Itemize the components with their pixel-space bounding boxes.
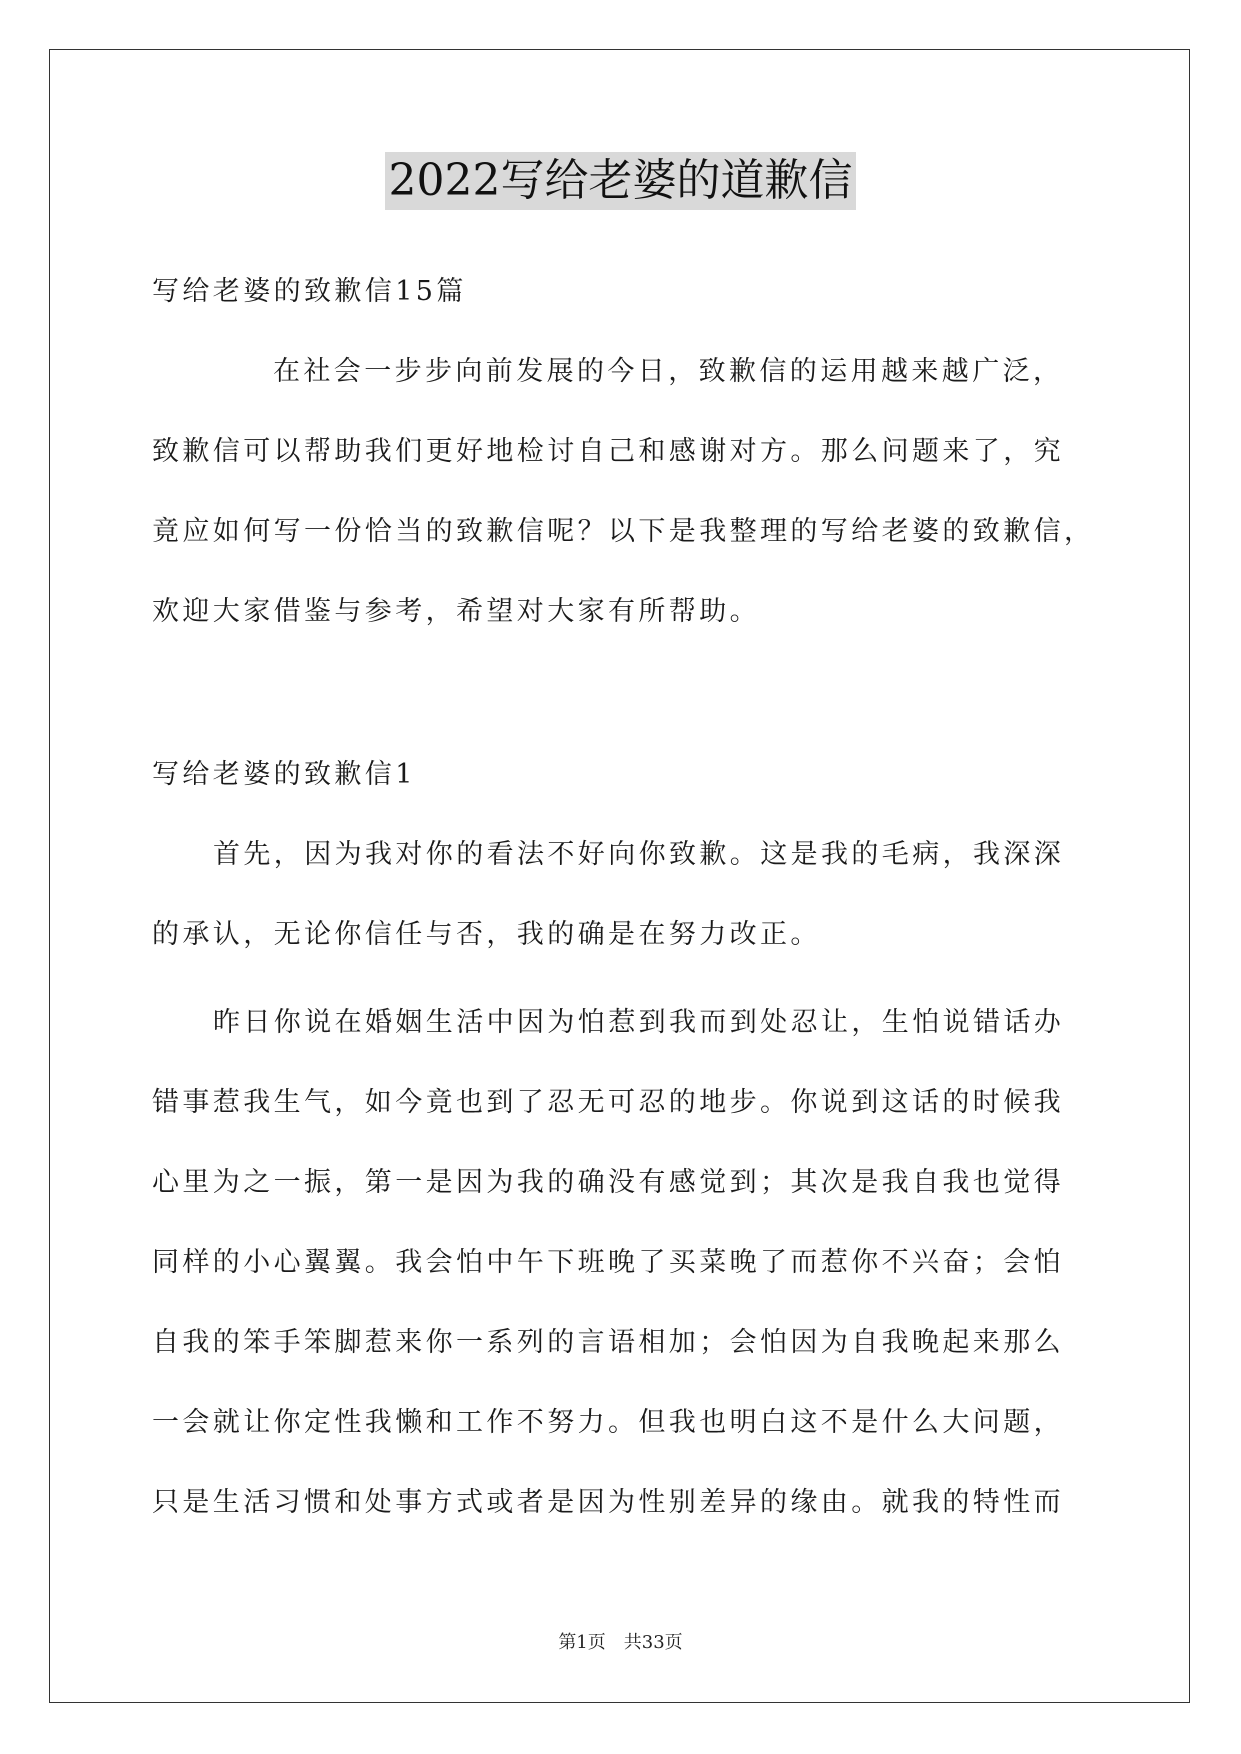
page-footer: 第1页 共33页 [558, 1632, 683, 1653]
intro-line: 竟应如何写一份恰当的致歉信呢？以下是我整理的写给老婆的致歉信， [152, 516, 1095, 547]
paragraph-line: 首先，因为我对你的看法不好向你致歉。这是我的毛病，我深深 [213, 839, 1065, 870]
document-subtitle: 写给老婆的致歉信15篇 [152, 276, 467, 307]
paragraph-line: 错事惹我生气，如今竟也到了忍无可忍的地步。你说到这话的时候我 [152, 1087, 1064, 1118]
paragraph-line: 心里为之一振，第一是因为我的确没有感觉到；其次是我自我也觉得 [152, 1167, 1064, 1198]
document-title [0, 152, 1241, 210]
paragraph-line: 一会就让你定性我懒和工作不努力。但我也明白这不是什么大问题， [152, 1407, 1064, 1438]
section-heading: 写给老婆的致歉信1 [152, 759, 416, 790]
intro-line: 欢迎大家借鉴与参考，希望对大家有所帮助。 [152, 596, 760, 627]
paragraph-line: 只是生活习惯和处事方式或者是因为性别差异的缘由。就我的特性而 [152, 1487, 1064, 1518]
intro-line: 在社会一步步向前发展的今日，致歉信的运用越来越广泛， [273, 356, 1064, 387]
document-title-text: 2022写给老婆的道歉信 [385, 152, 857, 210]
paragraph-line: 的承认，无论你信任与否，我的确是在努力改正。 [152, 919, 821, 950]
intro-line: 致歉信可以帮助我们更好地检讨自己和感谢对方。那么问题来了，究 [152, 436, 1064, 467]
paragraph-line: 同样的小心翼翼。我会怕中午下班晚了买菜晚了而惹你不兴奋；会怕 [152, 1247, 1064, 1278]
paragraph-line: 自我的笨手笨脚惹来你一系列的言语相加；会怕因为自我晚起来那么 [152, 1327, 1064, 1358]
paragraph-line: 昨日你说在婚姻生活中因为怕惹到我而到处忍让，生怕说错话办 [213, 1007, 1065, 1038]
